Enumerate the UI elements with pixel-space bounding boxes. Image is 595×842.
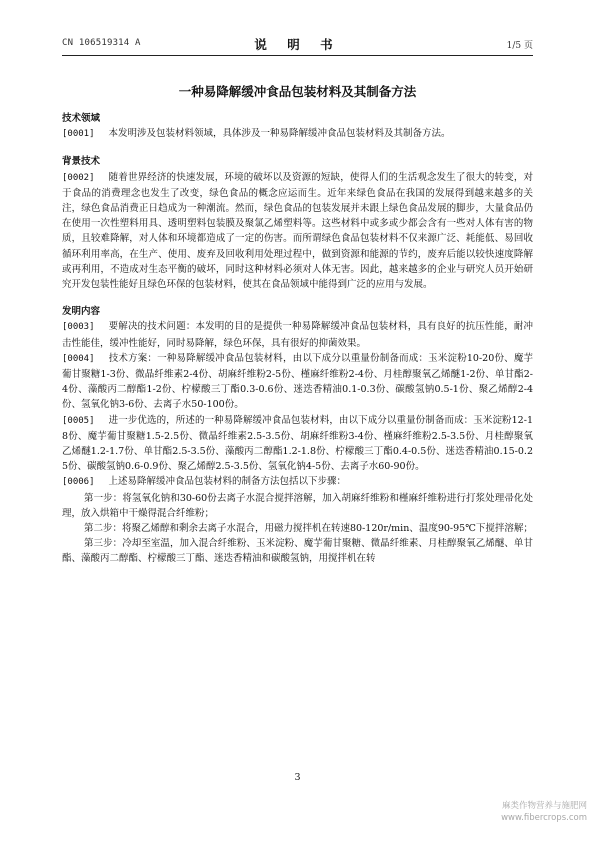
watermark-url: www.fibercrops.com: [501, 813, 587, 823]
paragraph-text: 随着世界经济的快速发展，环境的破坏以及资源的短缺，使得人们的生活观念发生了很大的转变，对于食品的消费理念也发生了改变，绿色食品的概念应运而生。近年来绿色食品在我国的发展得到越来越多的关注，绿色食品消费正日趋成为一种潮流。然而，绿色食品的包装发展并未跟上绿色食品发展的脚步，大量食品仍在使用一次性塑料用具、透明塑料包装膜及聚氯乙烯塑料等。这些材料中或多或少都会含有一些对人体有害的物质，且较难降解，对人体和环境都造成了一定的伤害。而所谓绿色食品包装材料不仅来源广泛、耗能低、易回收循环利用率高，在生产、使用、废弃及回收利用处理过程中，做到资源和能源的节约，废弃后能以较快速度降解或再利用，不造成对生态平衡的破坏，同时这种材料必须对人体无害。因此，越来越多的企业与研究人员开始研究开发包装性能好且绿色环保的包装材料，使其在食品领域中能得到广泛的应用与发展。: [62, 171, 533, 291]
document-type: 说 明 书: [254, 37, 341, 52]
paragraph-number: [0003]: [62, 322, 95, 333]
watermark-site-name: 麻类作物营养与施肥网: [501, 801, 587, 811]
paragraph-text: 本发明涉及包装材料领域，具体涉及一种易降解缓冲食品包装材料及其制备方法。: [108, 128, 451, 140]
step-2: 第二步：将聚乙烯醇和剩余去离子水混合，用磁力搅拌机在转速80-120r/min、温度90-95℃下搅拌溶解；: [84, 523, 533, 535]
paragraph-0001: [62, 126, 533, 142]
paragraph-number: [0005]: [62, 415, 95, 426]
paragraph-number: [0006]: [62, 477, 95, 488]
page-reference: 1/5 页: [506, 41, 533, 51]
page-number: 3: [294, 772, 301, 783]
paragraph-number: [0002]: [62, 172, 95, 183]
step-1: 第一步：将氢氧化钠和30-60份去离子水混合搅拌溶解，加入胡麻纤维粉和槿麻纤维粉进行打浆处理帚化处理，放入烘箱中干燥得混合纤维粉；: [62, 492, 533, 519]
paragraph-0003: [62, 319, 533, 350]
watermark: [501, 800, 587, 824]
paragraph-text: 技术方案：一种易降解缓冲食品包装材料，由以下成分以重量份制备而成：玉米淀粉10-20份、魔芋葡甘聚糖1-3份、微晶纤维素2-4份、胡麻纤维粉2-5份、槿麻纤维粉2-4份、月桂醇聚氧乙烯醚1-2份、单甘酯2-4份、藻酸丙二醇酯1-2份、柠檬酸三丁酯0.3-0.6份、迷迭香精油0.1-0.3份、碳酸氢钠0.5-1份、聚乙烯醇2-4份、氢氧化钠3-6份、去离子水50-100份。: [62, 352, 533, 411]
section-heading-background: 背景技术: [62, 156, 101, 168]
paragraph-text: 上述易降解缓冲食品包装材料的制备方法包括以下步骤：: [108, 476, 347, 488]
document-title: 一种易降解缓冲食品包装材料及其制备方法: [178, 84, 417, 99]
paragraph-number: [0004]: [62, 353, 95, 364]
patent-number: CN 106519314 A: [62, 38, 141, 48]
paragraph-number: [0001]: [62, 129, 95, 140]
paragraph-0002: [62, 170, 533, 293]
paragraph-text: 要解决的技术问题：本发明的目的是提供一种易降解缓冲食品包装材料，具有良好的抗压性能，耐冲击性能佳，缓冲性能好，同时易降解，绿色环保，具有很好的抑菌效果。: [62, 321, 533, 349]
paragraph-0004: [62, 351, 533, 413]
paragraph-0005: [62, 413, 533, 475]
paragraph-text: 进一步优选的，所述的一种易降解缓冲食品包装材料，由以下成分以重量份制备而成：玉米淀粉12-18份、魔芋葡甘聚糖1.5-2.5份、微晶纤维素2.5-3.5份、胡麻纤维粉3-4份、槿麻纤维粉2.5-3.5份、月桂醇聚氧乙烯醚1.2-1.7份、单甘酯2.5-3.5份、藻酸丙二醇酯1.2-1.8份、柠檬酸三丁酯0.4-0.5份、迷迭香精油0.15-0.25份、碳酸氢钠0.6-0.9份、聚乙烯醇2.5-3.5份、氢氧化钠4-5份、去离子水60-90份。: [62, 414, 533, 473]
step-3: 第三步：冷却至室温，加入混合纤维粉、玉米淀粉、魔芋葡甘聚糖、微晶纤维素、月桂醇聚氧乙烯醚、单甘酯、藻酸丙二醇酯、柠檬酸三丁酯、迷迭香精油和碳酸氢钠，用搅拌机在转: [62, 538, 533, 565]
header-divider: [62, 55, 533, 56]
paragraph-0006: [62, 474, 533, 490]
document-body: [62, 111, 533, 567]
section-heading-content: 发明内容: [62, 306, 101, 318]
page-header: [62, 36, 533, 52]
section-heading-tech-field: 技术领域: [62, 113, 101, 124]
